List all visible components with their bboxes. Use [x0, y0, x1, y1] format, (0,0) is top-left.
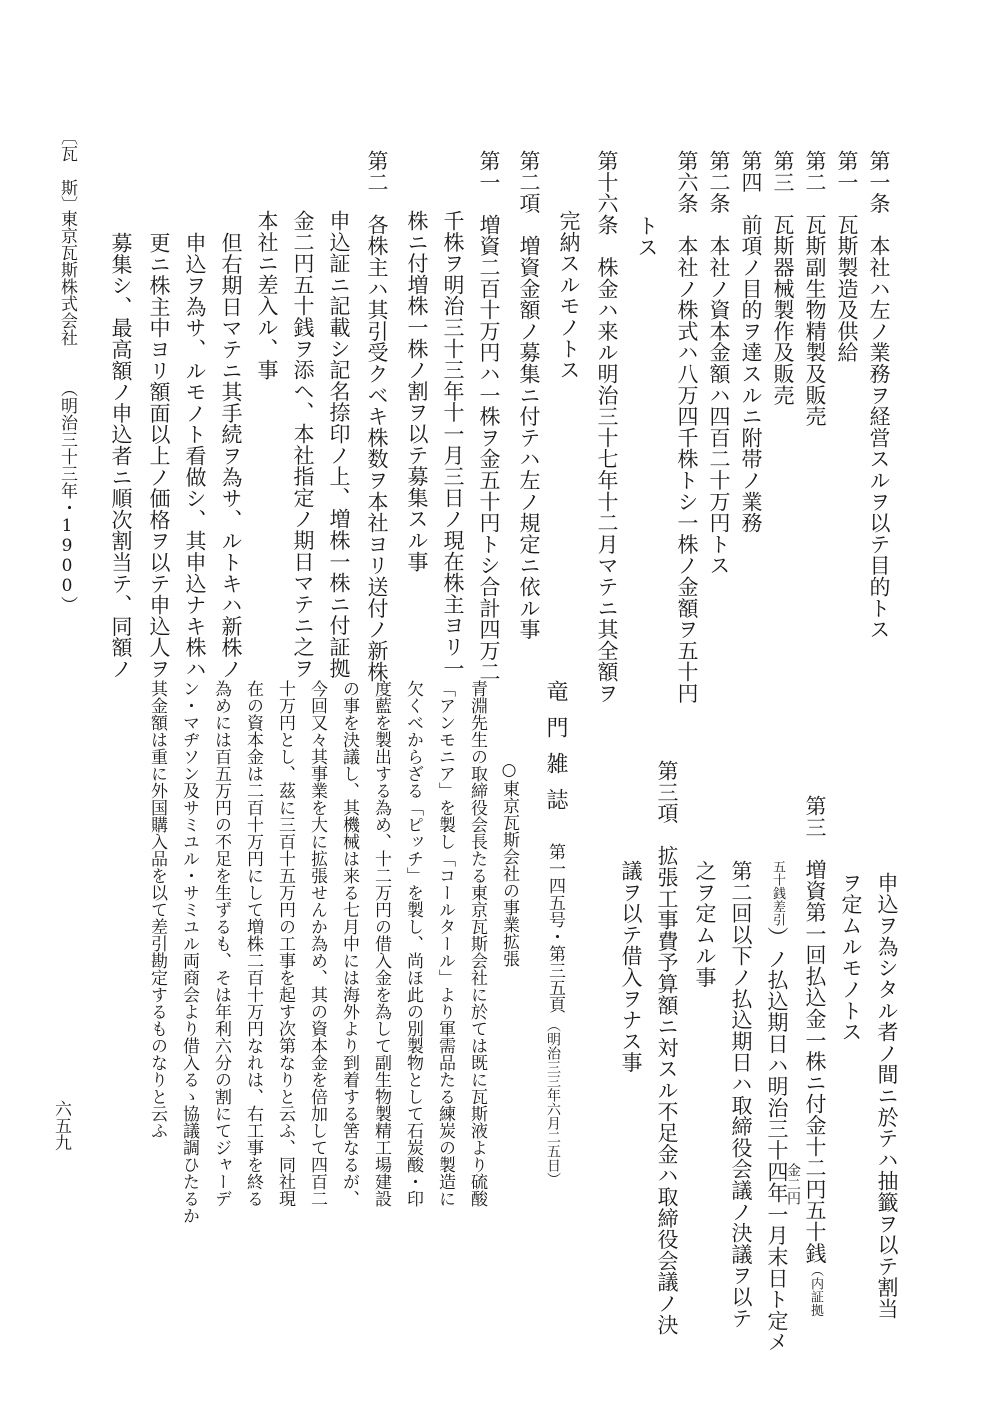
- upper-col-1: 第一条 本社ハ左ノ業務ヲ経営スルヲ以テ目的トス: [867, 150, 891, 640]
- lower-col-3-note-b: 金二円: [785, 1163, 801, 1205]
- lower-col-4-note-b: 差引: [770, 899, 785, 927]
- article-col-6: 今回又々其事業を大に拡張せんか為め、其の資本金を倍加して四百二: [307, 680, 327, 1207]
- upper-col-6: 第二条 本社ノ資本金額ハ四百二十万円トス: [707, 150, 731, 576]
- article-col-10: ン・マヂソン及サミユル・サミユル両商会より借入るゝ協議調ひたるか: [179, 680, 199, 1224]
- article-headline: ○東京瓦斯会社の事業拡張: [499, 760, 519, 967]
- article-col-4: 度藍を製出する為め、十二万円の借入金を為して副生物製精工場建設: [371, 680, 391, 1207]
- lower-col-3-note-a: （内証拠: [808, 1263, 823, 1317]
- article-col-7: 十万円とし、茲に三百十五万円の工事を起す次第なりと云ふ、同社現: [275, 680, 295, 1207]
- upper-col-19: 但右期日マテニ其手続ヲ為サ、ルトキハ新株ノ: [219, 232, 243, 680]
- lower-col-4-text: ）ノ払込期日ハ明治三十四年一月末日ト定メ: [765, 926, 789, 1353]
- upper-col-9: 第十六条 株金ハ来ル明治三十七年十二月マテニ其全額ヲ: [595, 150, 619, 704]
- upper-col-10: 完納スルモノトス: [557, 210, 581, 381]
- article-col-5: の事を決議し、其機械は来る七月中には海外より到着する筈なるが、: [339, 680, 359, 1207]
- lower-col-7: 第三項 拡張工事費予算額ニ対スル不足金ハ取締役会議ノ決: [655, 760, 679, 1336]
- upper-col-15: 第二 各株主ハ其引受クベキ株数ヲ本社ヨリ送付ノ新株: [365, 150, 389, 683]
- article-col-8: 在の資本金は二百十万円にして増株二百十万円なれは、右工事を終る: [243, 680, 263, 1207]
- upper-col-8: トス: [635, 215, 659, 258]
- article-col-3: 欠くべからざる「ピッチ」を製し、尚ほ此の別製物として石炭酸・印: [403, 680, 423, 1207]
- lower-col-8: 議ヲ以テ借入ヲナス事: [619, 860, 643, 1073]
- lower-col-4-note-a: 五十銭: [770, 860, 785, 900]
- article-issue-date: （明治三三年六月二五日）: [545, 1018, 561, 1186]
- upper-col-22: 募集シ、最高額ノ申込者ニ順次割当テ、同額ノ: [109, 232, 133, 680]
- category-label: 〔瓦 斯〕: [57, 128, 77, 213]
- company-label: 東京瓦斯株式会社: [57, 210, 77, 346]
- upper-col-11: 第二項 増資金額ノ募集ニ付テハ左ノ規定ニ依ル事: [517, 150, 541, 640]
- lower-col-3-text: 第三 増資第一回払込金一株ニ付金十二円五十銭: [803, 795, 827, 1264]
- upper-col-20: 申込ヲ為サ、ルモノト看做シ、其申込ナキ株ハ: [183, 232, 207, 680]
- article-col-1: 青淵先生の取締役会長たる東京瓦斯会社に於ては既に瓦斯液より硫酸: [467, 680, 487, 1207]
- upper-col-12: 第一 増資二百十万円ハ一株ヲ金五十円トシ合計四万二: [477, 150, 501, 683]
- article-issue: 第一四五号・第三五頁: [545, 843, 565, 1013]
- lower-col-5: 第二回以下ノ払込期日ハ取締役会議ノ決議ヲ以テ: [729, 860, 753, 1329]
- upper-col-5: 第四 前項ノ目的ヲ達スルニ附帯ノ業務: [739, 150, 763, 534]
- upper-col-4: 第三 瓦斯器械製作及販売: [771, 150, 795, 406]
- lower-col-6: 之ヲ定ムル事: [693, 860, 717, 988]
- upper-col-7: 第六条 本社ノ株式ハ八万四千株トシ一株ノ金額ヲ五十円: [675, 150, 699, 704]
- article-col-9: 為めには百五万円の不足を生ずるも、そは年利六分の割にてジャーデ: [211, 680, 231, 1207]
- page-number: 六五九: [51, 1100, 71, 1151]
- lower-col-3: [804, 795, 825, 1317]
- article-source: 竜門雑誌: [543, 680, 568, 824]
- article-col-2: 「アンモニア」を製し「コールタール」より軍需品たる練炭の製造に: [435, 680, 455, 1207]
- upper-col-21: 更ニ株主中ヨリ額面以上ノ価格ヲ以テ申込人ヲ: [147, 232, 171, 680]
- upper-col-18: 本社ニ差入ル、事: [255, 210, 279, 381]
- lower-col-2: ヲ定ムルモノトス: [839, 872, 863, 1043]
- upper-col-3: 第二 瓦斯副生物精製及販売: [803, 150, 827, 427]
- upper-col-17: 金二円五十銭ヲ添ヘ、本社指定ノ期日マテニ之ヲ: [291, 210, 315, 679]
- upper-col-13: 千株ヲ明治三十三年十一月三日ノ現在株主ヨリ一: [441, 210, 465, 679]
- upper-col-16: 申込証ニ記載シ記名捺印ノ上、増株一株ニ付証拠: [327, 210, 351, 679]
- lower-col-4: [766, 860, 787, 1353]
- upper-col-14: 株ニ付増株一株ノ割ヲ以テ募集スル事: [405, 210, 429, 573]
- date-label: （明治三十三年・1900）: [57, 380, 77, 613]
- upper-col-2: 第一 瓦斯製造及供給: [835, 150, 859, 363]
- lower-col-1: 申込ヲ為シタル者ノ間ニ於テハ抽籤ヲ以テ割当: [875, 872, 899, 1320]
- article-col-11: 其金額は重に外国購入品を以て差引勘定するものなりと云ふ: [147, 680, 167, 1139]
